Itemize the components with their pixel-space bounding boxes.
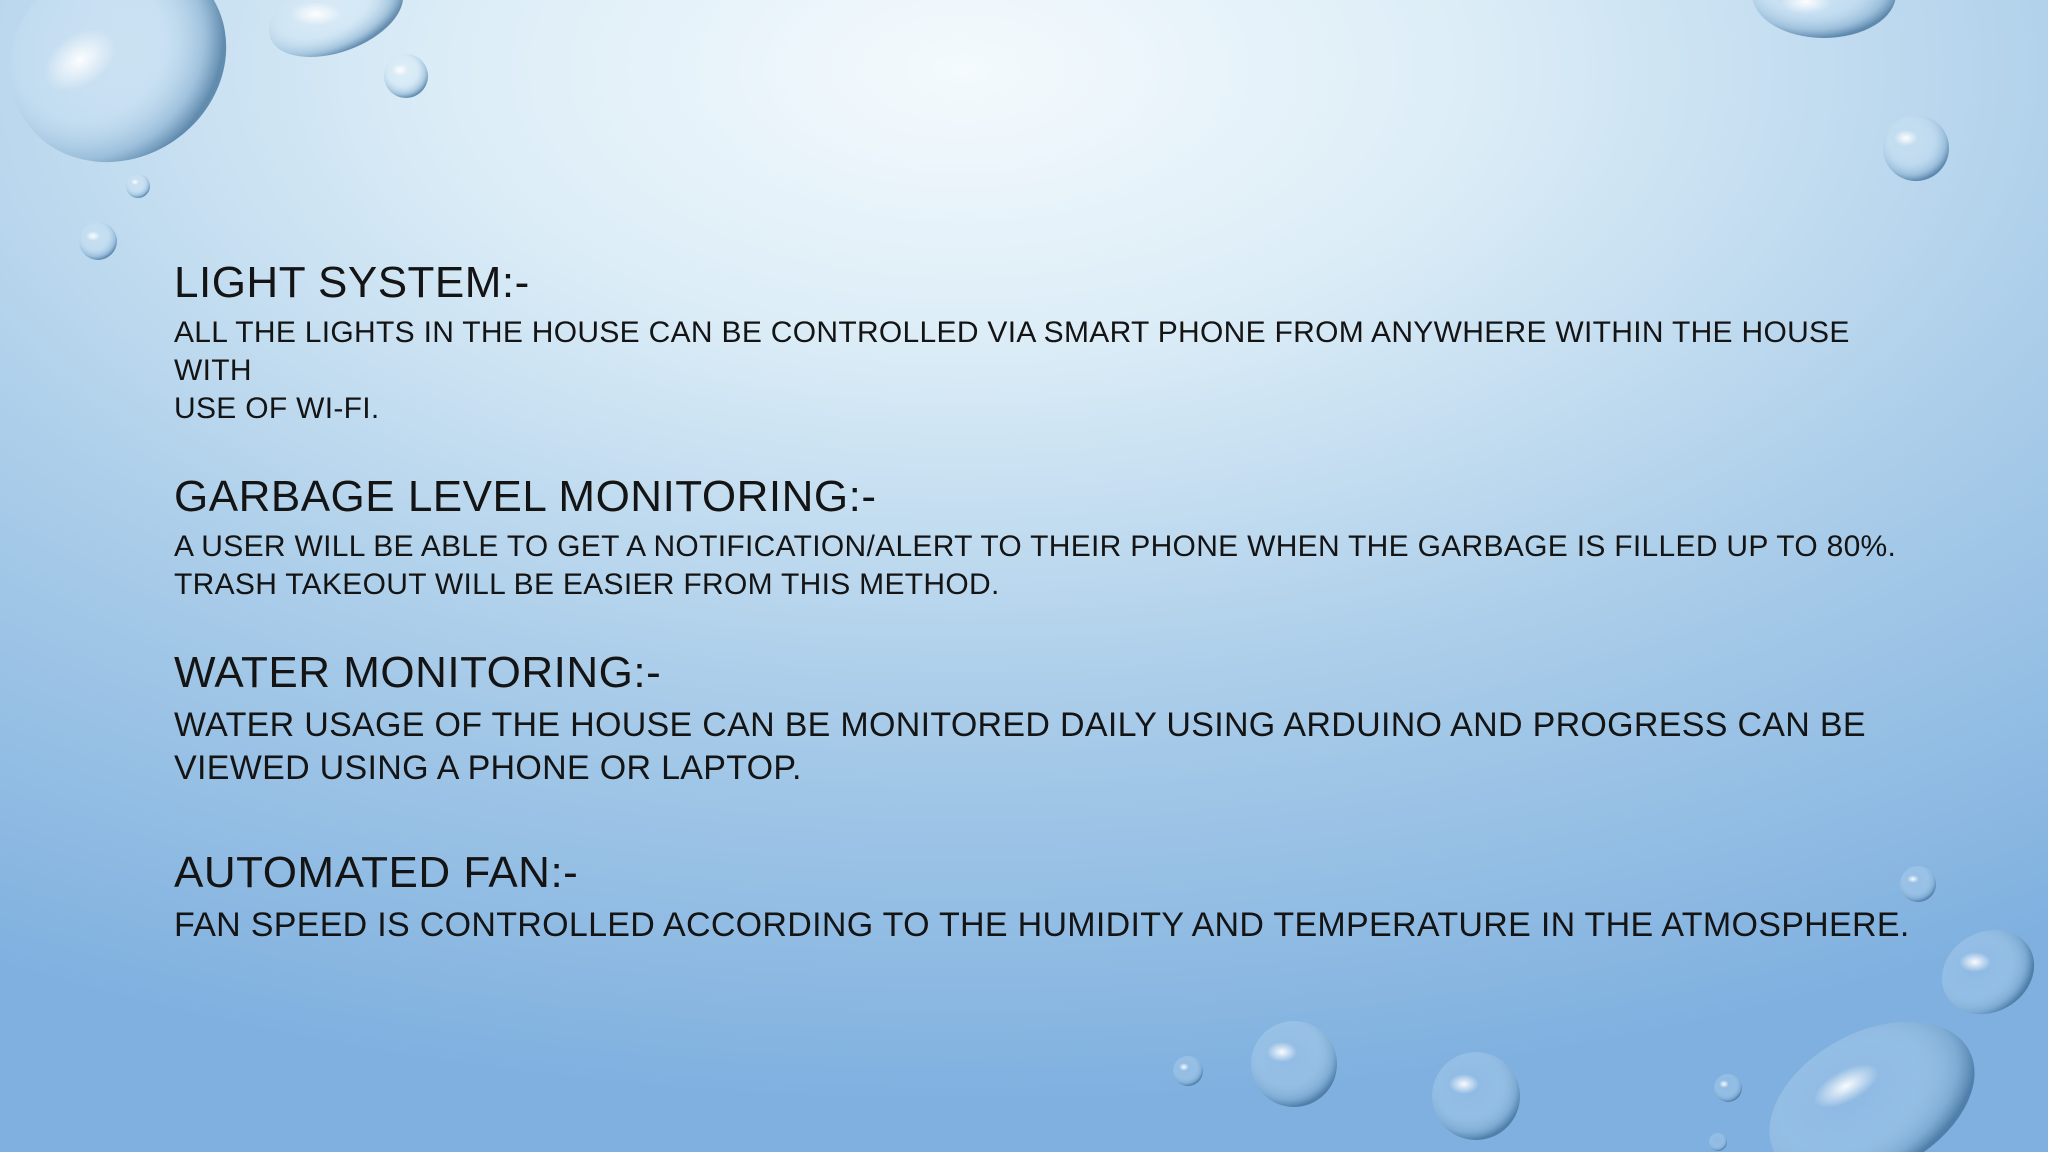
droplet <box>1714 1074 1742 1102</box>
light-system-description <box>174 314 1914 428</box>
text-line: FAN SPEED IS CONTROLLED ACCORDING TO THE HUMIDITY AND TEMPERATURE IN THE ATMOSPHERE. <box>174 906 1910 944</box>
water-monitoring-section <box>174 648 1914 790</box>
droplet <box>1883 115 1949 181</box>
droplet <box>0 0 267 204</box>
text-line: TRASH TAKEOUT WILL BE EASIER FROM THIS METHOD. <box>174 568 1000 601</box>
droplet <box>1742 989 2002 1152</box>
droplet <box>126 174 150 198</box>
automated-fan-section <box>174 848 1914 947</box>
water-monitoring-heading: WATER MONITORING:- <box>174 648 662 697</box>
automated-fan-description <box>174 904 1914 947</box>
garbage-level-monitoring-description <box>174 528 1914 604</box>
light-system-section <box>174 258 1914 428</box>
droplet <box>1173 1056 1203 1086</box>
water-monitoring-description <box>174 704 1914 790</box>
droplet <box>79 222 117 260</box>
droplet <box>1251 1021 1337 1107</box>
droplet <box>384 54 428 98</box>
text-line: ALL THE LIGHTS IN THE HOUSE CAN BE CONTROLLED VIA SMART PHONE FROM ANYWHERE WITHIN THE HOUSE WITH <box>174 316 1850 387</box>
droplet <box>1926 913 2048 1030</box>
light-system-heading: LIGHT SYSTEM:- <box>174 258 530 307</box>
garbage-level-monitoring-section <box>174 472 1914 604</box>
text-line: USE OF WI-FI. <box>174 392 380 425</box>
garbage-level-monitoring-heading: GARBAGE LEVEL MONITORING:- <box>174 472 877 521</box>
text-line: VIEWED USING A PHONE OR LAPTOP. <box>174 749 802 787</box>
droplet <box>1432 1052 1520 1140</box>
droplet <box>1752 0 1896 38</box>
automated-fan-heading: AUTOMATED FAN:- <box>174 848 579 897</box>
text-line: A USER WILL BE ABLE TO GET A NOTIFICATION/ALERT TO THEIR PHONE WHEN THE GARBAGE IS FILLED UP TO 80%. <box>174 530 1897 563</box>
droplet <box>1709 1133 1727 1151</box>
slide-content <box>174 258 1914 947</box>
text-line: WATER USAGE OF THE HOUSE CAN BE MONITORED DAILY USING ARDUINO AND PROGRESS CAN BE <box>174 706 1866 744</box>
